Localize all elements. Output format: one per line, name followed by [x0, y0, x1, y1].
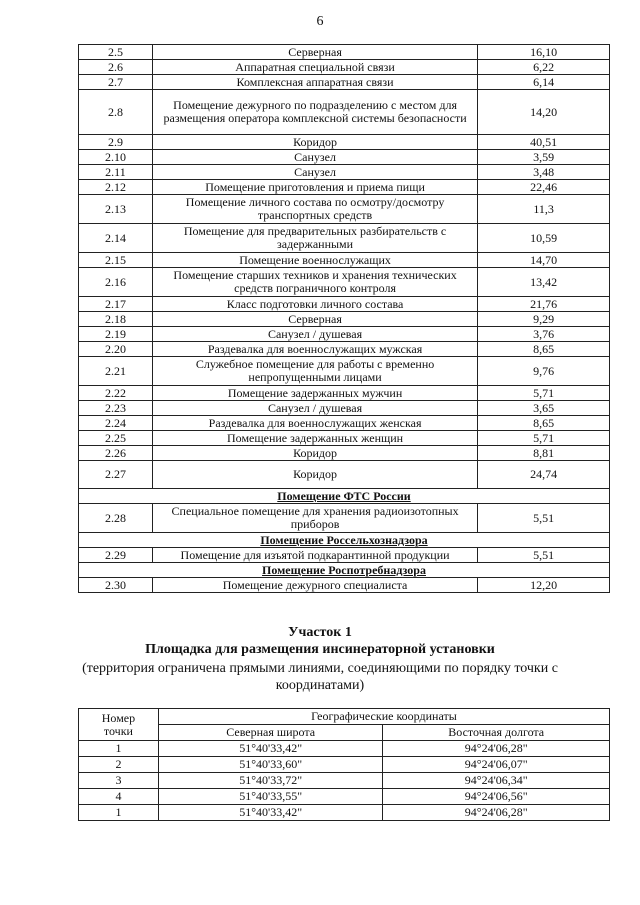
point-number: 3 — [79, 773, 159, 789]
room-name: Санузел — [152, 150, 477, 165]
header-point-number: Номер точки — [79, 709, 159, 741]
latitude-value: 51°40'33,55" — [158, 789, 383, 805]
section-title: Помещение Роспотребнадзора — [79, 563, 610, 578]
room-area: 3,76 — [478, 327, 610, 342]
latitude-value: 51°40'33,72" — [158, 773, 383, 789]
table-row — [79, 431, 610, 446]
longitude-value: 94°24'06,28" — [383, 805, 610, 821]
table-row — [79, 165, 610, 180]
room-name: Служебное помещение для работы с временно непропущенными лицами — [152, 357, 477, 386]
room-number: 2.18 — [79, 312, 153, 327]
room-area: 40,51 — [478, 135, 610, 150]
room-area: 5,51 — [478, 504, 610, 533]
room-area: 3,59 — [478, 150, 610, 165]
table-row — [79, 357, 610, 386]
room-area: 5,51 — [478, 548, 610, 563]
coordinate-row — [79, 773, 610, 789]
section-row — [79, 563, 610, 578]
point-number: 1 — [79, 741, 159, 757]
room-number: 2.30 — [79, 578, 153, 593]
room-area: 24,74 — [478, 461, 610, 489]
table-row — [79, 224, 610, 253]
room-name: Санузел / душевая — [152, 401, 477, 416]
room-name: Санузел — [152, 165, 477, 180]
coordinate-row — [79, 789, 610, 805]
site-title: Участок 1 — [288, 625, 352, 640]
site-subtitle: Площадка для размещения инсинераторной установки — [145, 642, 495, 657]
point-number: 1 — [79, 805, 159, 821]
room-area: 16,10 — [478, 45, 610, 60]
room-number: 2.24 — [79, 416, 153, 431]
room-name: Раздевалка для военнослужащих мужская — [152, 342, 477, 357]
table-row — [79, 548, 610, 563]
room-number: 2.16 — [79, 268, 153, 297]
room-name: Коридор — [152, 446, 477, 461]
table-row — [79, 150, 610, 165]
table-row — [79, 312, 610, 327]
room-name: Серверная — [152, 312, 477, 327]
header-geo-coordinates: Географические координаты — [158, 709, 609, 725]
room-number: 2.5 — [79, 45, 153, 60]
room-number: 2.23 — [79, 401, 153, 416]
room-name: Коридор — [152, 135, 477, 150]
room-number: 2.25 — [79, 431, 153, 446]
section-row — [79, 533, 610, 548]
latitude-value: 51°40'33,60" — [158, 757, 383, 773]
room-name: Комплексная аппаратная связи — [152, 75, 477, 90]
room-number: 2.28 — [79, 504, 153, 533]
room-area: 10,59 — [478, 224, 610, 253]
room-area: 3,65 — [478, 401, 610, 416]
point-number: 4 — [79, 789, 159, 805]
room-number: 2.9 — [79, 135, 153, 150]
room-name: Помещение дежурного специалиста — [152, 578, 477, 593]
room-area: 21,76 — [478, 297, 610, 312]
table-row — [79, 195, 610, 224]
latitude-value: 51°40'33,42" — [158, 805, 383, 821]
table-row — [79, 416, 610, 431]
room-area: 8,81 — [478, 446, 610, 461]
section-row — [79, 489, 610, 504]
room-name: Помещение для предварительных разбирательств с задержанными — [152, 224, 477, 253]
room-number: 2.29 — [79, 548, 153, 563]
table-row — [79, 578, 610, 593]
room-name: Помещение личного состава по осмотру/досмотру транспортных средств — [152, 195, 477, 224]
table-row — [79, 504, 610, 533]
table-row — [79, 90, 610, 135]
longitude-value: 94°24'06,34" — [383, 773, 610, 789]
latitude-value: 51°40'33,42" — [158, 741, 383, 757]
room-area: 8,65 — [478, 342, 610, 357]
rooms-table — [78, 44, 610, 593]
site-description-line1: (территория ограничена прямыми линиями, соединяющими по порядку точки с — [82, 661, 558, 676]
coordinate-row — [79, 757, 610, 773]
room-area: 8,65 — [478, 416, 610, 431]
room-name: Помещение военнослужащих — [152, 253, 477, 268]
room-name: Коридор — [152, 461, 477, 489]
table-row — [79, 461, 610, 489]
room-number: 2.11 — [79, 165, 153, 180]
room-name: Помещение приготовления и приема пищи — [152, 180, 477, 195]
table-row — [79, 268, 610, 297]
room-name: Аппаратная специальной связи — [152, 60, 477, 75]
table-row — [79, 342, 610, 357]
table-row — [79, 327, 610, 342]
room-name: Помещение дежурного по подразделению с местом для размещения оператора комплексной системы безопасности — [152, 90, 477, 135]
room-area: 6,14 — [478, 75, 610, 90]
table-row — [79, 60, 610, 75]
table-row — [79, 45, 610, 60]
room-area: 3,48 — [478, 165, 610, 180]
room-area: 12,20 — [478, 578, 610, 593]
table-row — [79, 401, 610, 416]
table-row — [79, 75, 610, 90]
longitude-value: 94°24'06,07" — [383, 757, 610, 773]
coordinate-row — [79, 741, 610, 757]
room-area: 13,42 — [478, 268, 610, 297]
section-title: Помещение Россельхознадзора — [79, 533, 610, 548]
room-number: 2.6 — [79, 60, 153, 75]
longitude-value: 94°24'06,28" — [383, 741, 610, 757]
room-number: 2.26 — [79, 446, 153, 461]
page-number: 6 — [316, 14, 324, 29]
site-description-line2: координатами) — [275, 678, 365, 693]
table-row — [79, 446, 610, 461]
room-name: Раздевалка для военнослужащих женская — [152, 416, 477, 431]
coordinates-table — [78, 708, 610, 821]
table-row — [79, 135, 610, 150]
room-name: Специальное помещение для хранения радиоизотопных приборов — [152, 504, 477, 533]
room-number: 2.15 — [79, 253, 153, 268]
room-area: 5,71 — [478, 386, 610, 401]
room-number: 2.7 — [79, 75, 153, 90]
room-name: Помещение для изъятой подкарантинной продукции — [152, 548, 477, 563]
room-number: 2.13 — [79, 195, 153, 224]
room-name: Серверная — [152, 45, 477, 60]
room-area: 14,20 — [478, 90, 610, 135]
room-area: 9,29 — [478, 312, 610, 327]
room-number: 2.20 — [79, 342, 153, 357]
longitude-value: 94°24'06,56" — [383, 789, 610, 805]
room-name: Помещение старших техников и хранения технических средств пограничного контроля — [152, 268, 477, 297]
room-area: 14,70 — [478, 253, 610, 268]
room-number: 2.17 — [79, 297, 153, 312]
section-title: Помещение ФТС России — [79, 489, 610, 504]
room-area: 22,46 — [478, 180, 610, 195]
room-area: 9,76 — [478, 357, 610, 386]
room-number: 2.19 — [79, 327, 153, 342]
table-row — [79, 253, 610, 268]
header-longitude: Восточная долгота — [383, 725, 610, 741]
coordinate-row — [79, 805, 610, 821]
room-number: 2.8 — [79, 90, 153, 135]
room-area: 5,71 — [478, 431, 610, 446]
room-number: 2.21 — [79, 357, 153, 386]
header-latitude: Северная широта — [158, 725, 383, 741]
room-name: Санузел / душевая — [152, 327, 477, 342]
room-name: Помещение задержанных мужчин — [152, 386, 477, 401]
room-number: 2.14 — [79, 224, 153, 253]
room-number: 2.22 — [79, 386, 153, 401]
room-number: 2.12 — [79, 180, 153, 195]
table-row — [79, 386, 610, 401]
room-area: 6,22 — [478, 60, 610, 75]
room-number: 2.27 — [79, 461, 153, 489]
room-name: Помещение задержанных женщин — [152, 431, 477, 446]
table-row — [79, 297, 610, 312]
room-area: 11,3 — [478, 195, 610, 224]
point-number: 2 — [79, 757, 159, 773]
table-row — [79, 180, 610, 195]
room-name: Класс подготовки личного состава — [152, 297, 477, 312]
room-number: 2.10 — [79, 150, 153, 165]
